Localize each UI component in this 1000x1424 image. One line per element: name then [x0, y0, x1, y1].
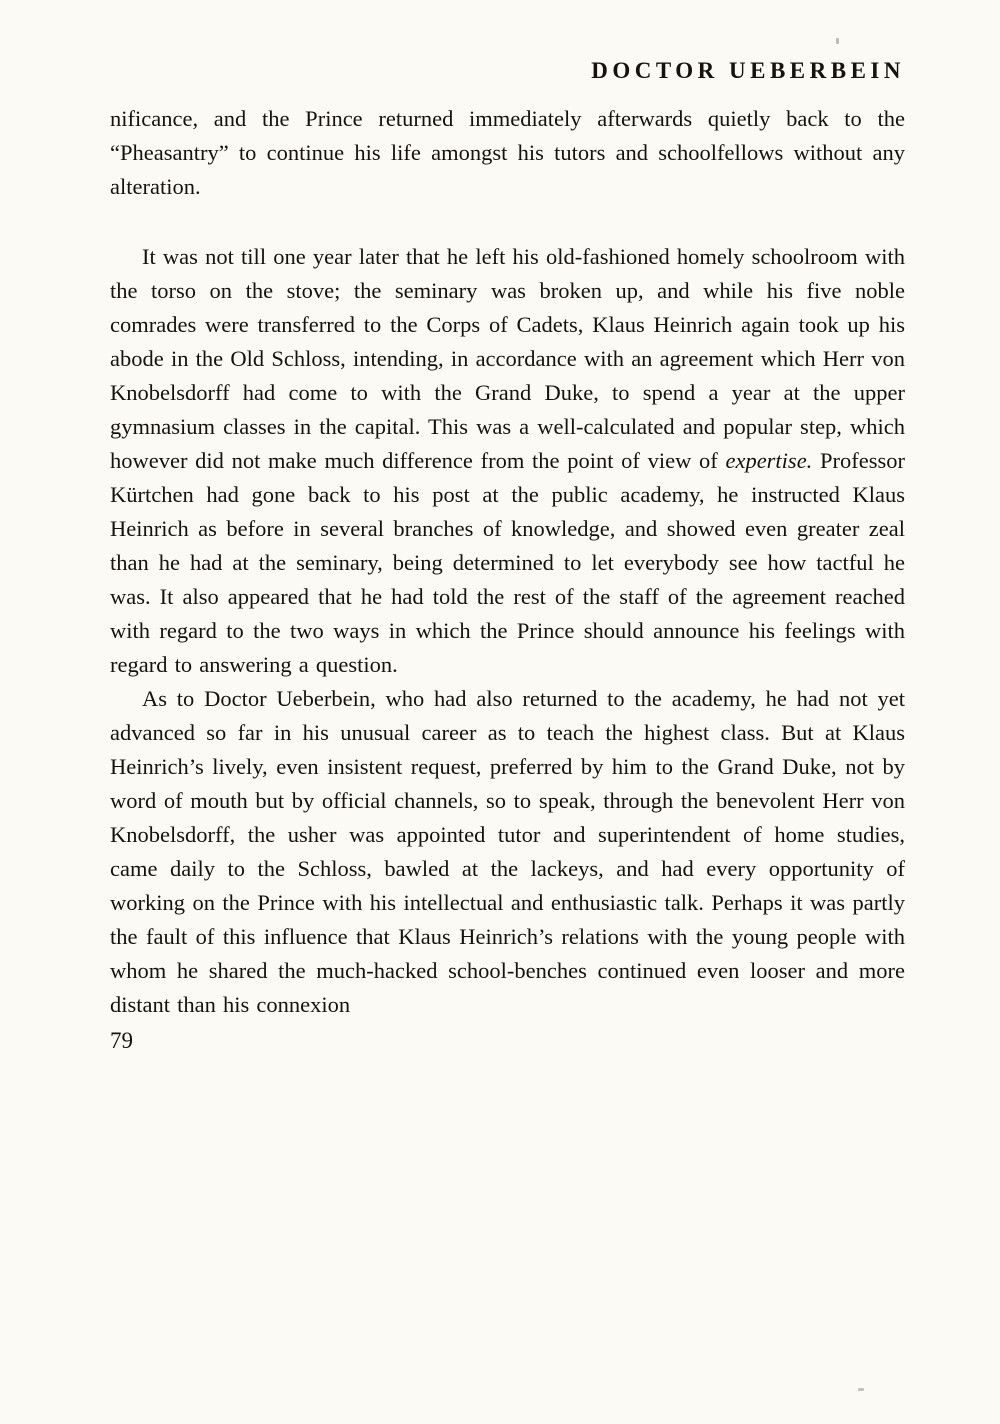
scan-speck-icon [836, 38, 839, 44]
running-header: DOCTOR UEBERBEIN [591, 58, 905, 83]
scan-speck-icon [858, 1388, 864, 1391]
page-number: 79 [110, 1028, 133, 1053]
paragraph [110, 240, 905, 682]
paragraph: As to Doctor Ueberbein, who had also returned to the academy, he had not yet advanced so far in his unusual career as to teach the highest class. But at Klaus Heinrich’s lively, even insistent request, preferred by him to the Grand Duke, not by word of mouth but by official channels, so to speak, through the benevolent Herr von Knobelsdorff, the usher was appointed tutor and superintendent of home studies, came daily to the Schloss, bawled at the lackeys, and had every opportunity of working on the Prince with his intellectual and enthusiastic talk. Perhaps it was partly the fault of this influence that Klaus Heinrich’s relations with the young people with whom he shared the much-hacked school-benches continued even looser and more distant than his connexion [110, 686, 905, 1017]
italic-term: expertise. [725, 448, 813, 473]
paragraph-continuation: nificance, and the Prince returned immediately afterwards quietly back to the “Pheasantry” to continue his life amongst his tutors and schoolfellows without any alteration. [110, 106, 905, 199]
paragraph-text: Professor Kürtchen had gone back to his post at the public academy, he instructed Klaus Heinrich as before in several branches of knowledge, and showed even greater zeal than he had at the seminary, being determined to let everybody see how tactful he was. It also appeared that he had told the rest of the staff of the agreement reached with regard to the two ways in which the Prince should announce his feelings with regard to answering a question. [110, 448, 905, 677]
paragraph-text: It was not till one year later that he left his old-fashioned homely schoolroom with the torso on the stove; the seminary was broken up, and while his five noble comrades were transferred to the Corps of Cadets, Klaus Heinrich again took up his abode in the Old Schloss, intending, in accordance with an agreement which Herr von Knobelsdorff had come to with the Grand Duke, to spend a year at the upper gymnasium classes in the capital. This was a well-calculated and popular step, which however did not make much difference from the point of view of [110, 244, 905, 473]
